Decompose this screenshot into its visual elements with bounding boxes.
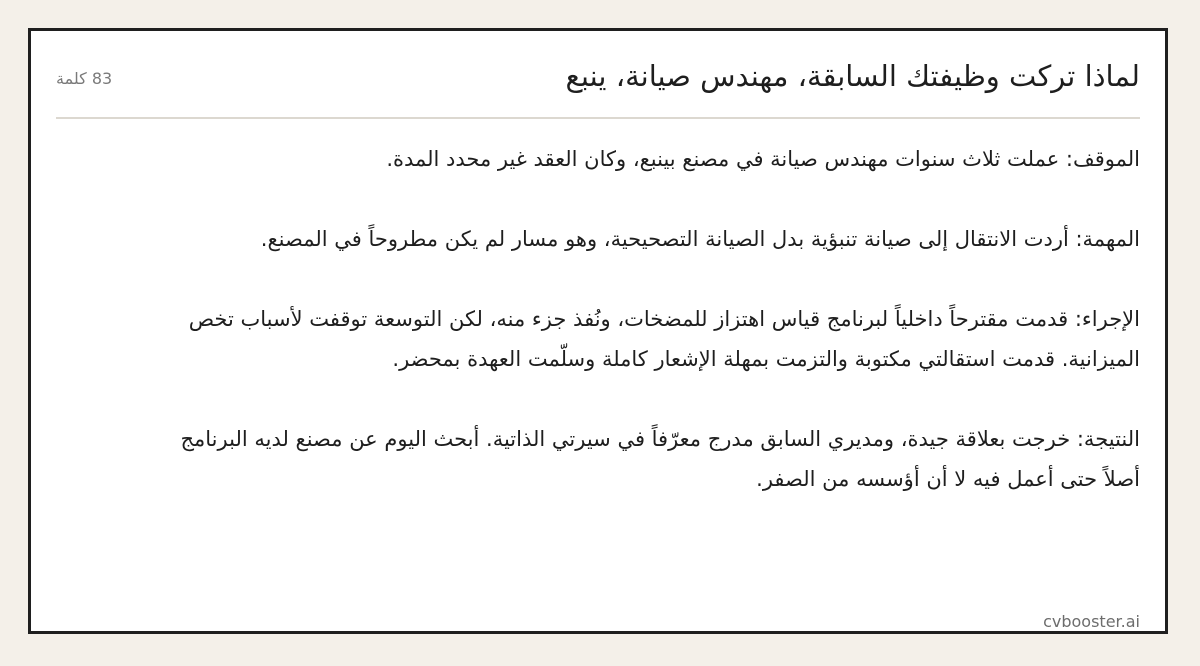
answer-card xyxy=(28,28,1168,634)
paragraph-situation: الموقف: عملت ثلاث سنوات مهندس صيانة في مصنع بينبع، وكان العقد غير محدد المدة. xyxy=(386,147,1140,171)
paragraph-task: المهمة: أردت الانتقال إلى صيانة تنبؤية بدل الصيانة التصحيحية، وهو مسار لم يكن مطروحاً في المصنع. xyxy=(260,227,1140,251)
paragraph-result: النتيجة: خرجت بعلاقة جيدة، ومديري السابق مدرج معرّفاً في سيرتي الذاتية. أبحث اليوم عن مصنع لديه البرنامج أصلاً حتى أعمل فيه لا أن أؤسسه من الصفر. xyxy=(180,427,1140,491)
page-title: لماذا تركت وظيفتك السابقة، مهندس صيانة، ينبع xyxy=(565,59,1140,93)
card-header xyxy=(56,57,1140,119)
word-count-badge: 83 كلمة xyxy=(56,69,113,88)
answer-body xyxy=(180,139,1140,499)
brand-footer: cvbooster.ai xyxy=(1043,612,1140,631)
paragraph-action: الإجراء: قدمت مقترحاً داخلياً لبرنامج قياس اهتزاز للمضخات، ونُفذ جزء منه، لكن التوسعة توقفت لأسباب تخص الميزانية. قدمت استقالتي مكتوبة والتزمت بمهلة الإشعار كاملة وسلّمت العهدة بمحضر. xyxy=(188,307,1140,371)
